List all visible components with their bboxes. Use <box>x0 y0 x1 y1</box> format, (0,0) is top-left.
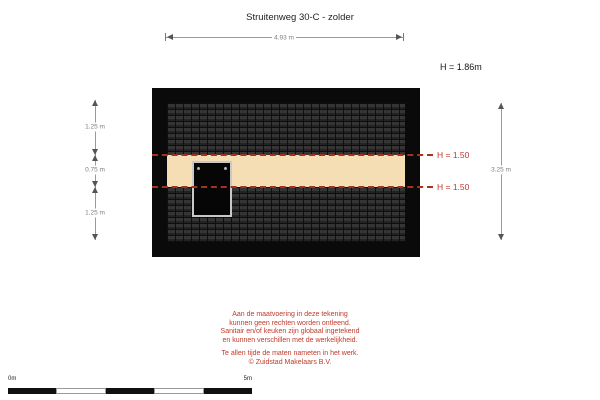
skylight-hinge-dot <box>224 167 227 170</box>
height-boundary-line-bottom <box>152 186 433 188</box>
arrow-left-icon <box>167 34 173 40</box>
arrow-down-icon <box>498 234 504 240</box>
arrow-up-icon <box>498 103 504 109</box>
right-total-label: 3.25 m <box>491 166 511 174</box>
page-title: Struitenweg 30-C - zolder <box>246 12 354 23</box>
left-segment-label-3: 1.25 m <box>85 209 105 217</box>
disclaimer-text <box>150 311 430 367</box>
disclaimer-line: Sanitair en/of keuken zijn globaal ingetekend <box>220 328 360 335</box>
scale-start-label: 0m <box>8 376 17 382</box>
arrow-down-icon <box>92 234 98 240</box>
arrow-up-icon <box>92 187 98 193</box>
scale-bar-segments <box>8 388 252 394</box>
disclaimer-line: Te allen tijde de maten nameten in het werk. <box>221 350 359 357</box>
dimension-end-tick <box>403 33 404 41</box>
skylight-hinge-dot <box>197 167 200 170</box>
disclaimer-line: kunnen geen rechten worden ontleend. <box>229 319 351 327</box>
scale-end-label: 5m <box>243 376 252 382</box>
scale-segment <box>8 388 56 394</box>
dimension-end-tick <box>165 33 166 41</box>
left-segment-label-2: 0.75 m <box>85 166 105 174</box>
scale-bar <box>8 376 252 396</box>
attic-plan <box>152 88 420 257</box>
arrow-up-icon <box>92 155 98 161</box>
disclaimer-line: Aan de maatvoering in deze tekening <box>232 311 348 318</box>
skylight-window <box>192 161 232 217</box>
scale-segment <box>154 388 204 394</box>
height-150-label-top: H = 1.50 <box>437 150 470 160</box>
arrow-right-icon <box>396 34 402 40</box>
ridge-height-label: H = 1.86m <box>440 62 482 72</box>
copyright-line: © Zuidstad Makelaars B.V. <box>248 358 332 366</box>
scale-segment <box>106 388 154 394</box>
top-width-label: 4.93 m <box>274 34 294 42</box>
height-boundary-line-top <box>152 154 433 156</box>
disclaimer-line: en kunnen verschillen met de werkelijkheid. <box>222 336 358 344</box>
height-150-label-bottom: H = 1.50 <box>437 182 470 192</box>
scale-segment <box>56 388 106 394</box>
arrow-up-icon <box>92 100 98 106</box>
left-segment-label-1: 1.25 m <box>85 123 105 131</box>
scale-segment <box>204 388 252 394</box>
